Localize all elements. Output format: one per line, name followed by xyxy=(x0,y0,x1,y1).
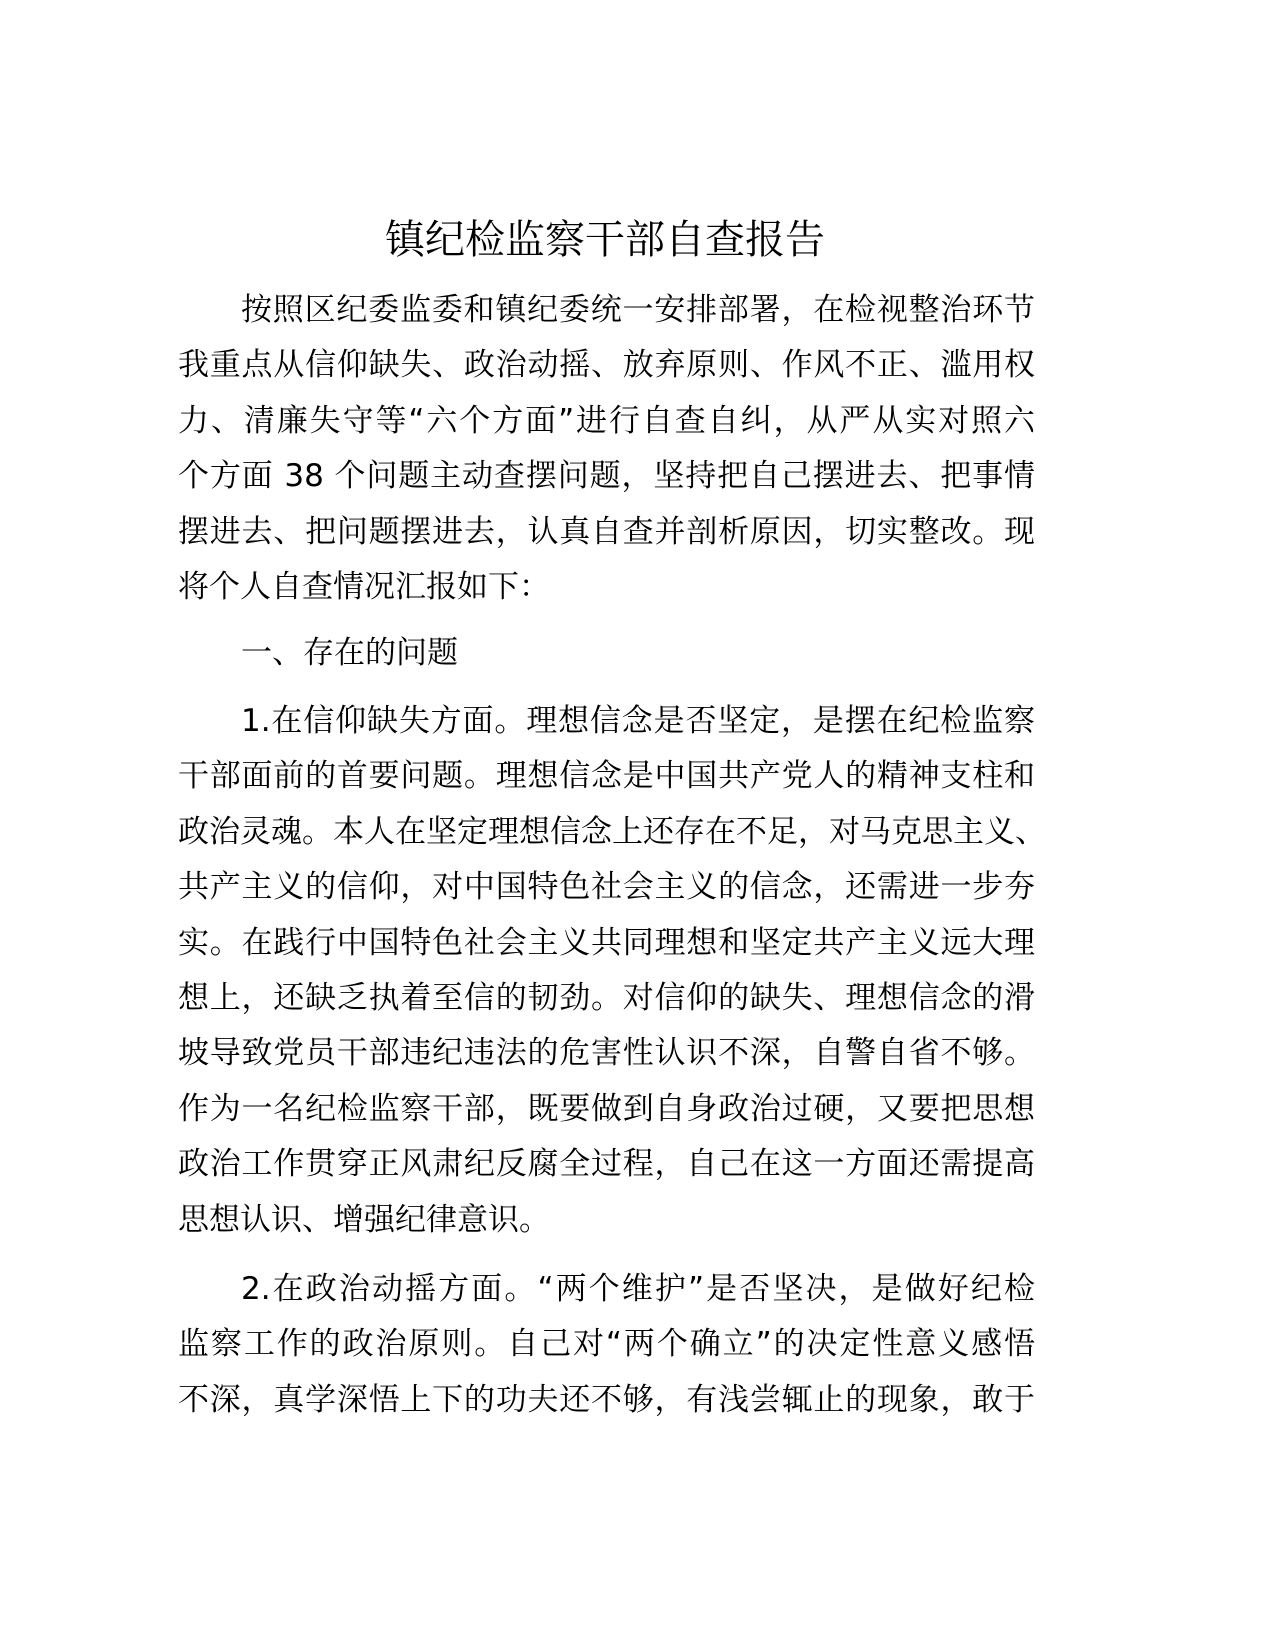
document-title: 镇纪检监察干部自查报告 xyxy=(385,217,825,263)
text-line: 作为一名纪检监察干部，既要做到自身政治过硬，又要把思想 xyxy=(178,1090,1035,1127)
text-line: 坡导致党员干部违纪违法的危害性认识不深，自警自省不够。 xyxy=(178,1035,1035,1072)
text-line: 1.在信仰缺失方面。理想信念是否坚定，是摆在纪检监察 xyxy=(241,703,1035,739)
text-line: 政治灵魂。本人在坚定理想信念上还存在不足，对马克思主义、 xyxy=(178,813,1046,850)
intro-paragraph xyxy=(178,283,1035,615)
text-line: 个方面 38 个问题主动查摆问题，坚持把自己摆进去、把事情 xyxy=(178,458,1035,495)
text-line: 监察工作的政治原则。自己对“两个确立”的决定性意义感悟 xyxy=(178,1326,1035,1363)
text-line: 力、清廉失守等“六个方面”进行自查自纠，从严从实对照六 xyxy=(178,402,1035,439)
text-line: 干部面前的首要问题。理想信念是中国共产党人的精神支柱和 xyxy=(178,758,1035,795)
text-line: 共产主义的信仰，对中国特色社会主义的信念，还需进一步夯 xyxy=(178,869,1035,906)
text-line: 摆进去、把问题摆进去，认真自查并剖析原因，切实整改。现 xyxy=(178,513,1035,550)
text-line: 2.在政治动摇方面。“两个维护”是否坚决，是做好纪检 xyxy=(241,1271,1035,1307)
item1-paragraph xyxy=(178,694,1046,1248)
item2-paragraph xyxy=(178,1262,1035,1428)
section-heading-text: 一、存在的问题 xyxy=(241,635,458,671)
text-line: 思想认识、增强纪律意识。 xyxy=(178,1201,550,1238)
text-line: 我重点从信仰缺失、政治动摇、放弃原则、作风不正、滥用权 xyxy=(178,347,1035,384)
text-line: 想上，还缺乏执着至信的韧劲。对信仰的缺失、理想信念的滑 xyxy=(178,979,1035,1016)
section-heading xyxy=(178,626,1035,681)
text-line: 不深，真学深悟上下的功夫还不够，有浅尝辄止的现象，敢于 xyxy=(178,1381,1035,1418)
text-line: 实。在践行中国特色社会主义共同理想和坚定共产主义远大理 xyxy=(178,924,1035,961)
text-line: 政治工作贯穿正风肃纪反腐全过程，自己在这一方面还需提高 xyxy=(178,1146,1035,1183)
text-line: 将个人自查情况汇报如下： xyxy=(178,568,550,605)
text-line: 按照区纪委监委和镇纪委统一安排部署，在检视整治环节 xyxy=(241,292,1035,328)
